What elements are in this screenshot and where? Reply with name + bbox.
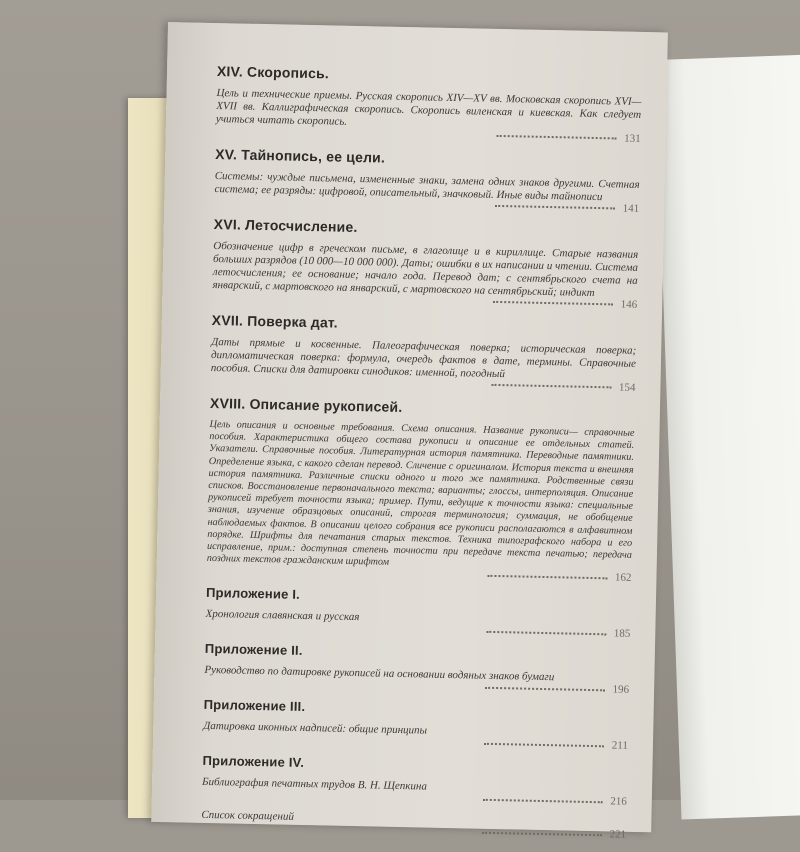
chapter-heading: XVII. Поверка дат. <box>211 311 339 331</box>
chapter-description: Системы: чуждые письмена, измененные знаки, замена одних знаков другими. Счетная система; ее разряды: цифровой, описательный, значковый. Иные виды тайнописи <box>214 170 640 204</box>
chapter-description: Обозначение цифр в греческом письме, в глаголице и в кириллице. Старые названия больших разрядов (10 000—10 000 000). Даты; ошибки в их написании и чтении. Система летосчисления; ее основание; начало года. Перевод дат; с сентябрьского счета на январский, с мартовского на январский, с мартовского на сентябрьский; индикт <box>212 239 639 299</box>
appendix-description: Руководство по датировке рукописей на основании водяных знаков бумаги <box>204 664 555 684</box>
chapter-heading: XIV. Скоропись. <box>216 63 330 82</box>
chapter-description: Цель описания и основные требования. Схема описания. Название рукописи— справочные пособия. Характеристика общего состава рукописи и описание ее отдельных статей. Указатели. Справочные пособия. Литературная история памятника. Переводные памятники. Определение языка, с какого сделан перевод. Сличение с оригиналом. История текста и внешняя история памятника. Различные списки одного и того же памятника. Родственные связи списков. Восстановление первоначального текста; варианты; глоссы, интерполяция. Описание рукописей требует точности языка; пример. Пути, ведущие к точности языка: специальные знания, изучение образцовых описаний, строгая терминология; суммация, не обобщение наблюдаемых фактов. В описании целого собрания все рукописи располагаются в алфавитном порядке. Шрифты для печатания старых текстов. Техника типографского набора и его исправление, прим.: доступная степень точности при передаче текста печатью; передача поздних текстов гражданским шрифтом <box>206 418 635 568</box>
abbreviations-description: Список сокращений <box>201 809 295 824</box>
appendix-entry <box>202 753 628 810</box>
appendix-heading: Приложение IV. <box>202 753 305 771</box>
appendix-entry <box>205 585 631 642</box>
chapter-description: Цель и технические приемы. Русская скоропись XIV—XV вв. Московская скоропись XVI—XVII вв. Каллиграфическая скоропись. Скоропись виленская и киевская. Как следует учиться читать скоропись. <box>215 87 642 128</box>
leader-dots <box>482 832 602 837</box>
page-number: 162 <box>206 563 631 586</box>
page-number: 196 <box>204 675 629 698</box>
chapter-heading: XV. Тайнопись, ее цели. <box>215 146 386 166</box>
page-number: 211 <box>203 731 628 754</box>
leader-dots <box>491 384 611 389</box>
abbreviations-entry <box>201 809 626 843</box>
book-page <box>151 22 668 842</box>
chapter-heading: XVIII. Описание рукописей. <box>209 394 403 415</box>
toc-entry <box>214 146 640 217</box>
appendix-heading: Приложение I. <box>205 585 301 603</box>
appendix-description: Датировка иконных надписей: общие принципы <box>203 720 428 738</box>
toc-entry <box>212 216 639 313</box>
leader-dots <box>487 575 607 580</box>
page-number: 146 <box>212 290 637 313</box>
chapter-heading: XVI. Летосчисление. <box>213 216 358 236</box>
chapter-description: Даты прямые и косвенные. Палеографическая поверка; историческая поверка; дипломатическая поверка: формула, очередь фактов в дате, термины. Справочные пособия. Списки для датировки синодиков: именной, погодный <box>210 335 637 381</box>
leader-dots <box>493 301 613 306</box>
leader-dots <box>486 631 606 636</box>
facing-page <box>655 54 800 819</box>
page-number: 185 <box>205 619 630 642</box>
leader-dots <box>496 135 616 140</box>
table-of-contents <box>201 63 642 851</box>
leader-dots <box>484 743 604 748</box>
page-number: 141 <box>214 194 639 217</box>
appendix-description: Библиография печатных трудов В. Н. Щепкина <box>201 776 428 794</box>
appendix-heading: Приложение II. <box>204 641 303 659</box>
leader-dots <box>485 687 605 692</box>
appendix-heading: Приложение III. <box>203 697 306 715</box>
toc-entry <box>210 312 636 396</box>
toc-entry <box>206 395 635 586</box>
appendix-entry <box>204 641 630 698</box>
page-number: 216 <box>202 787 627 810</box>
page-number: 221 <box>201 820 626 843</box>
leader-dots <box>495 205 615 210</box>
leader-dots <box>482 799 602 804</box>
page-number: 154 <box>210 373 635 396</box>
page-number: 131 <box>216 124 641 147</box>
appendix-entry <box>203 697 629 754</box>
appendix-description: Хронология славянская и русская <box>205 608 360 624</box>
toc-entry <box>216 63 642 147</box>
